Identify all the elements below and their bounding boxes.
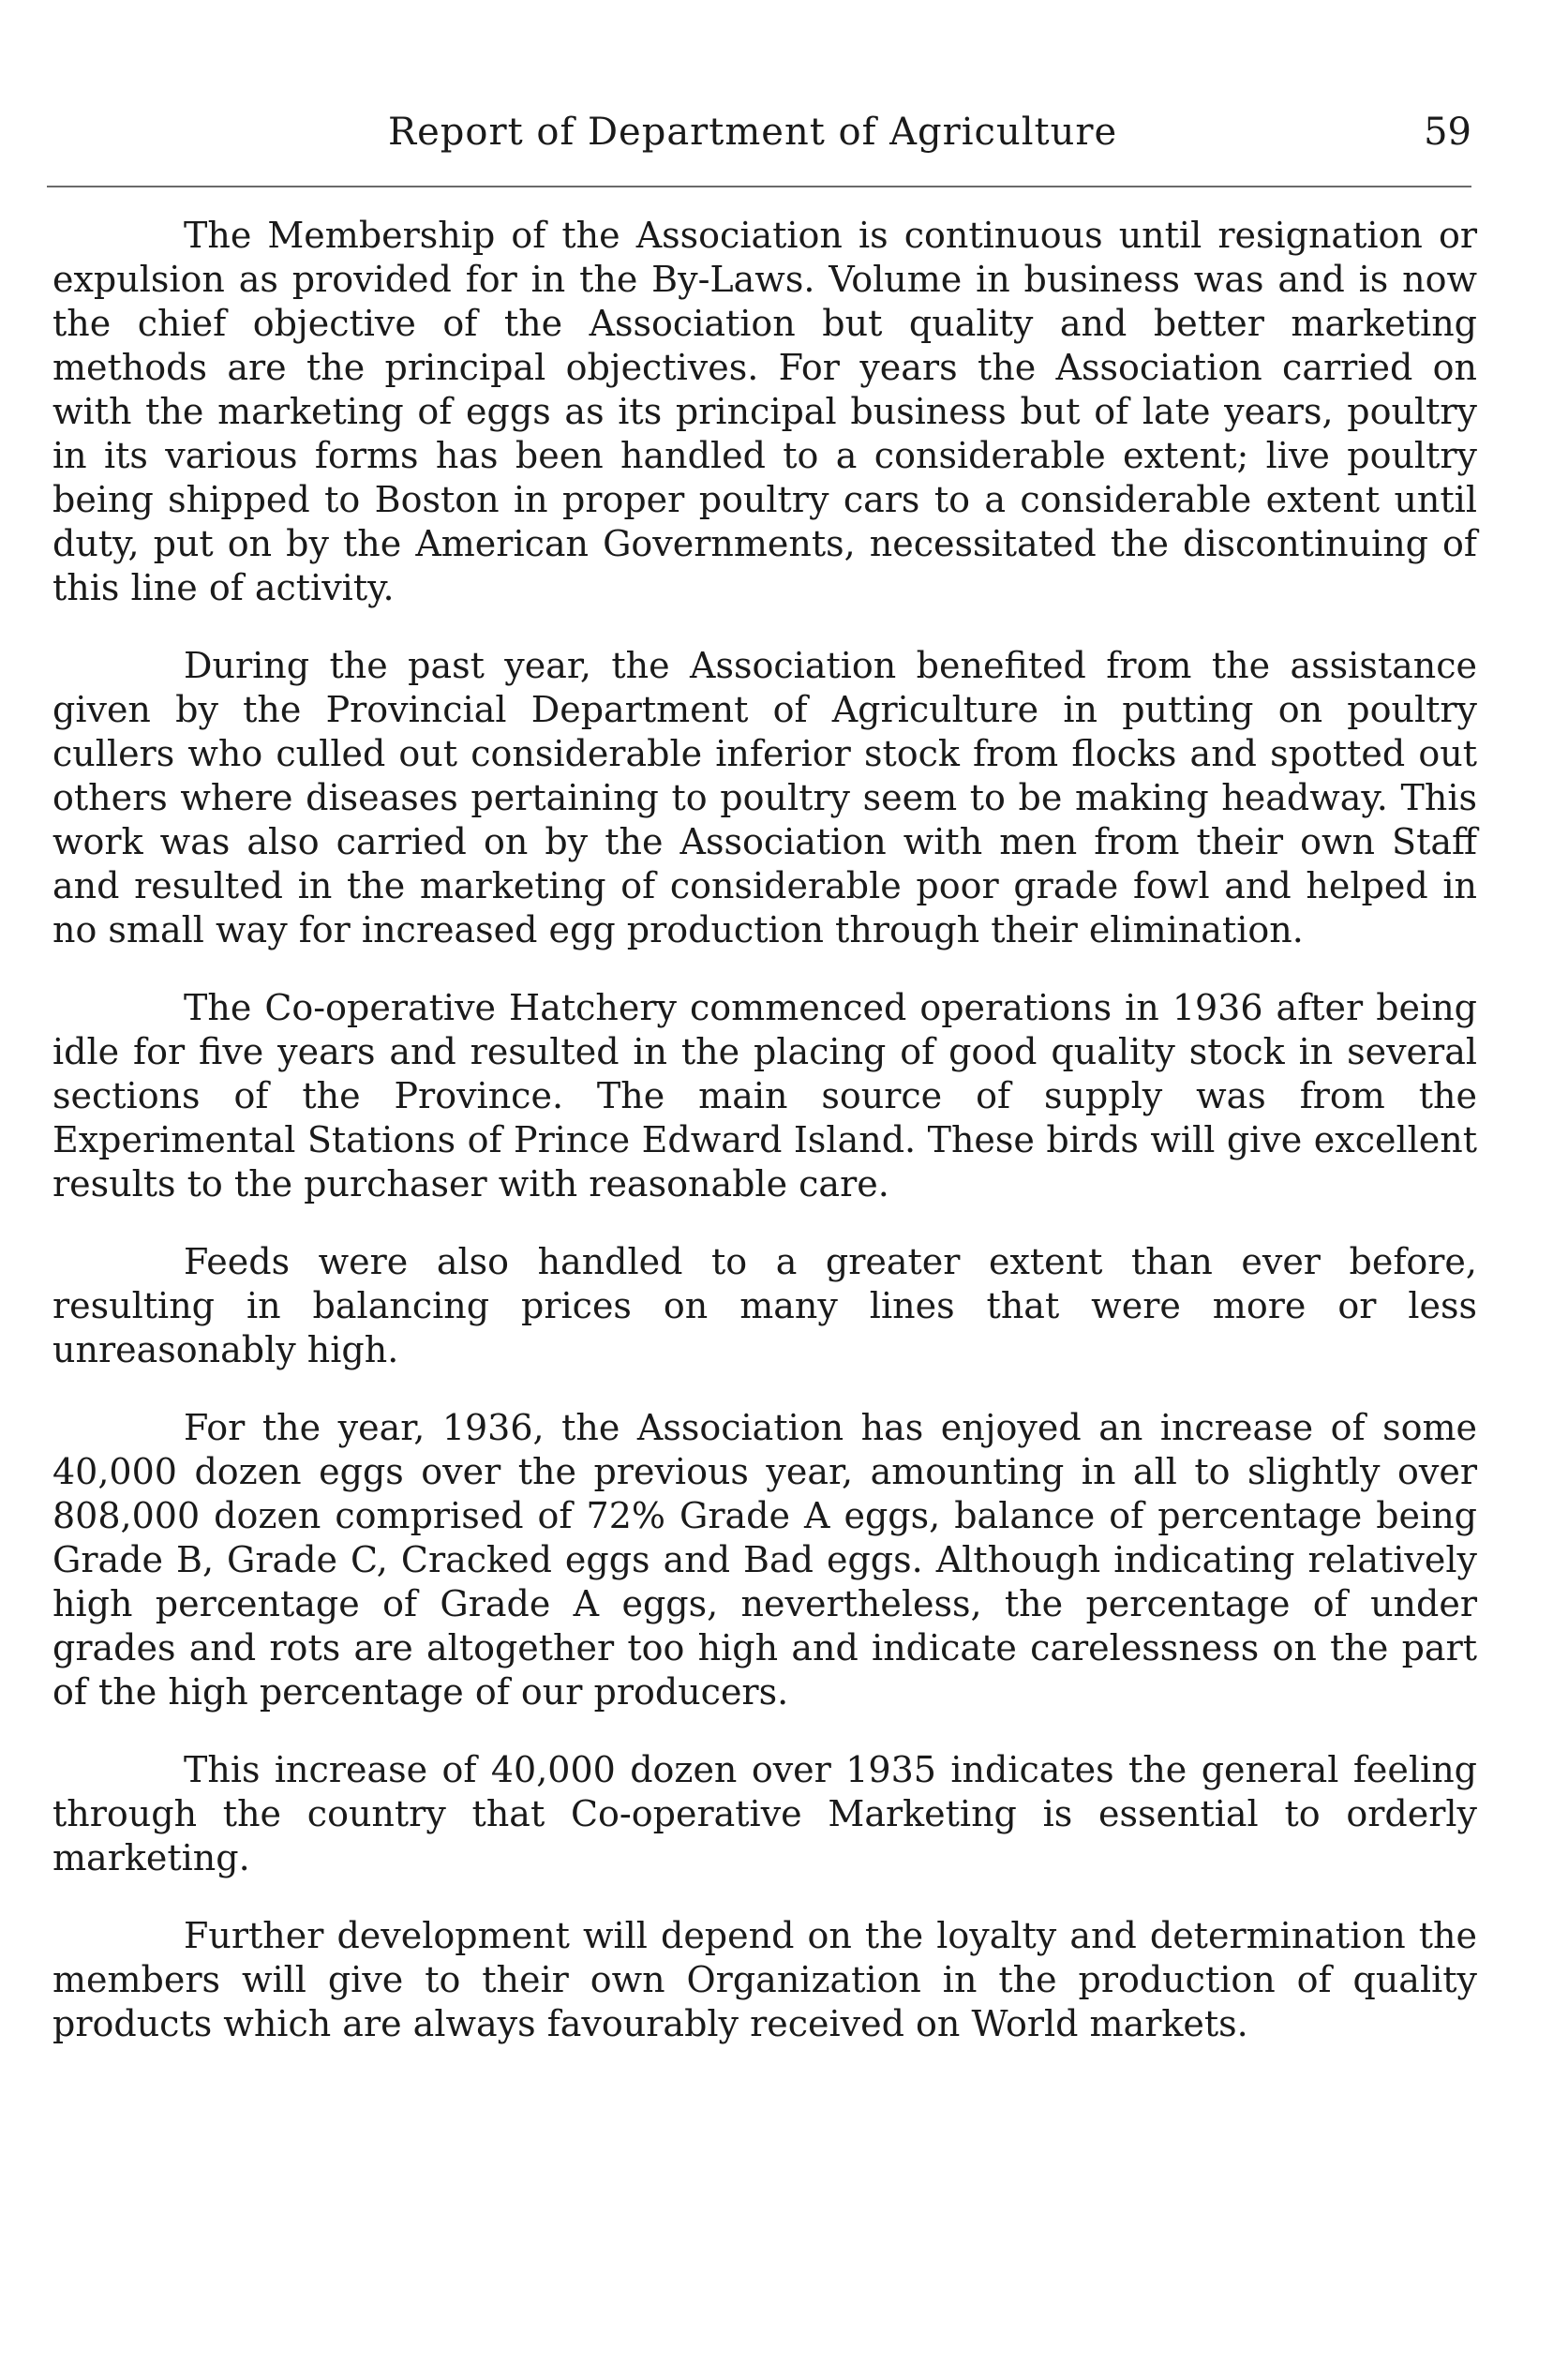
paragraph-feeds: Feeds were also handled to a greater extent than ever before, resulting in balancing prices on many lines that were more or less unreasonably high. <box>52 1241 1477 1370</box>
body-text <box>52 214 1477 2080</box>
page-number: 59 <box>1424 111 1471 154</box>
paragraph-membership: The Membership of the Association is continuous until resignation or expulsion as provided for in the By-Laws. Volume in business was and is now the chief objective of the Association but quality and better marketing methods are the principal objectives. For years the Association carried on with the marketing of eggs as its principal business but of late years, poultry in its various forms has been handled to a considerable extent; live poultry being shipped to Boston in proper poultry cars to a considerable extent until duty, put on by the American Governments, necessitated the discontinuing of this line of activity. <box>52 215 1477 608</box>
paragraph-hatchery: The Co-operative Hatchery commenced operations in 1936 after being idle for five years and resulted in the placing of good quality stock in several sections of the Province. The main source of supply was from the Experimental Stations of Prince Edward Island. These birds will give excellent results to the purchaser with reasonable care. <box>52 987 1477 1204</box>
paragraph-increase: This increase of 40,000 dozen over 1935 indicates the general feeling through the country that Co-operative Marketing is essential to orderly marketing. <box>52 1749 1477 1878</box>
paragraph-poultry-culling: During the past year, the Association benefited from the assistance given by the Provincial Department of Agriculture in putting on poultry cullers who culled out considerable inferior stock from flocks and spotted out others where diseases pertaining to poultry seem to be making headway. This work was also carried on by the Association with men from their own Staff and resulted in the marketing of considerable poor grade fowl and helped in no small way for increased egg production through their elimination. <box>52 645 1477 950</box>
paragraph-egg-volume: For the year, 1936, the Association has enjoyed an increase of some 40,000 dozen eggs over the previous year, amounting in all to slightly over 808,000 dozen comprised of 72% Grade A eggs, balance of percentage being Grade B, Grade C, Cracked eggs and Bad eggs. Although indicating relatively high percentage of Grade A eggs, nevertheless, the percentage of under grades and rots are altogether too high and indicate carelessness on the part of the high percentage of our producers. <box>52 1407 1477 1713</box>
page-header <box>47 111 1471 186</box>
running-title: Report of Department of Agriculture <box>388 111 1118 154</box>
paragraph-development: Further development will depend on the loyalty and determination the members will give to their own Organization in the production of quality products which are always favourably received on World markets. <box>52 1915 1477 2044</box>
header-rule <box>47 186 1471 187</box>
